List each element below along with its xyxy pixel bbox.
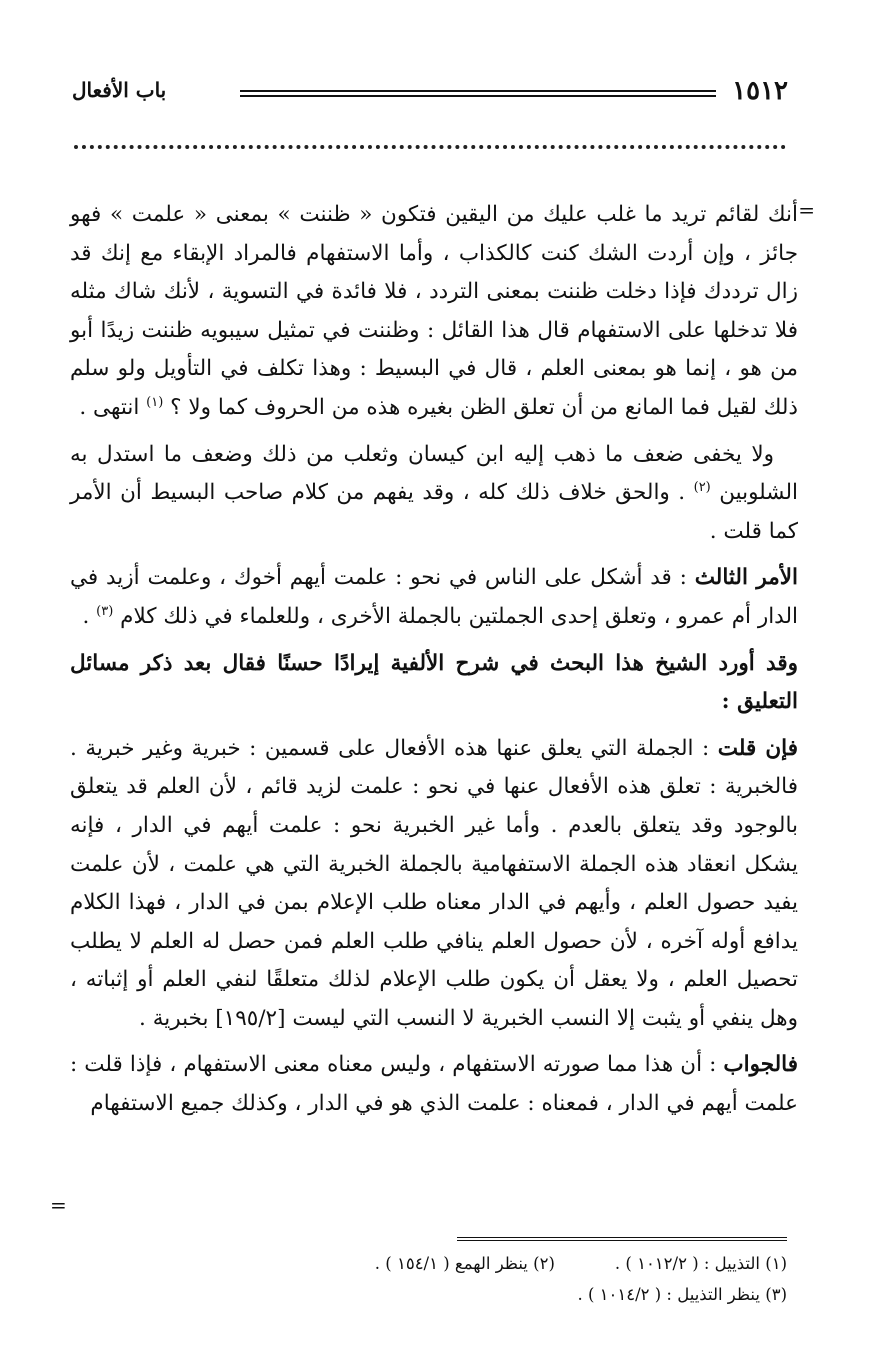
footnote-2: (٢) ينظر الهمع ( ١٥٤/١ ) . <box>374 1254 555 1273</box>
paragraph-3: الأمر الثالث : قد أشكل على الناس في نحو : علمت أيهم أخوك ، وعلمت أزيد في الدار أم عمرو ، وتعلق إحدى الجملتين بالجملة الأخرى ، وللعلماء في ذلك كلام $^{(٣)}$ . <box>70 565 798 629</box>
paragraph-5: فإن قلت : الجملة التي يعلق عنها هذه الأفعال على قسمين : خبرية وغير خبرية . فالخبرية : تعلق هذه الأفعال عنها في نحو : علمت لزيد قائم ، لأن العلم قد يتعلق بالوجود وقد يتعلق بالعدم . وأما غير الخبرية نحو : علمت أيهم في الدار ، فإنه يشكل انعقاد هذه الجملة الاستفهامية بالجملة الخبرية التي هي علمت ، لأن علمت يفيد حصول العلم ، وأيهم في الدار معناه طلب الإعلام بمن في الدار ، فهذا الكلام يدافع أوله آخره ، لأن حصول العلم ينافي طلب العلم فمن حصل له العلم لا يطلب تحصيل العلم ، ولا يعقل أن يكون طلب الإعلام لذلك متعلقًا لنفي العلم أو إثباته ، وهل ينفي أو يثبت إلا النسب الخبرية لا النسب التي ليست [١٩٥/٢] بخبرية . <box>70 735 798 1031</box>
footnote-ref-1: (١) <box>146 394 164 410</box>
heading-third-matter: الأمر الثالث <box>694 565 798 591</box>
footnote-1: (١) التذييل : ( ١٠١٢/٢ ) . <box>614 1254 787 1273</box>
question-label: فإن قلت <box>717 735 798 761</box>
page-number: ١٥١٢ <box>732 76 788 106</box>
footnote-rule <box>457 1237 787 1241</box>
paragraph-4: وقد أورد الشيخ هذا البحث في شرح الألفية إيرادًا حسنًا فقال بعد ذكر مسائل التعليق : <box>70 650 798 715</box>
footnote-3: (٣) ينظر التذييل : ( ١٠١٤/٢ ) . <box>577 1285 787 1304</box>
dotted-separator <box>74 145 786 149</box>
paragraph-2: ولا يخفى ضعف ما ذهب إليه ابن كيسان وثعلب من ذلك وضعف ما استدل به الشلوبين $^{(٢)}$ . والحق خلاف ذلك كله ، وقد يفهم من كلام صاحب البسيط أن الأمر كما قلت . <box>70 441 799 544</box>
continuation-mark-end: = <box>50 1193 67 1217</box>
main-text <box>70 196 798 1132</box>
paragraph-1: أنك لقائم تريد ما غلب عليك من اليقين فتكون « ظننت » بمعنى « علمت » فهو جائز ، وإن أردت الشك كنت كالكذاب ، وأما الاستفهام فالمراد الإبقاء مع إنك قد زال ترددك فإذا دخلت ظننت بمعنى التردد ، فلا فائدة في التسوية ، لأنك شاك مثله فلا تدخلها على الاستفهام قال هذا القائل : وظننت في تمثيل سيبويه ظننت زيدًا أبو من هو ، إنما هو بمعنى العلم ، قال في البسيط : وهذا تكلف في التأويل ولو سلم ذلك لقيل فما المانع من أن تعلق الظن بغيره هذه من الحروف كما ولا ؟ $^{(١)}$ انتهى . <box>70 202 798 420</box>
page-header <box>70 76 790 110</box>
header-double-rule <box>240 90 716 97</box>
footnote-ref-3: (٣) <box>96 603 114 619</box>
answer-label: فالجواب <box>723 1052 798 1078</box>
chapter-title: باب الأفعال <box>72 78 167 102</box>
footnote-ref-2: (٢) <box>693 480 711 495</box>
continuation-mark-start: = <box>798 198 815 222</box>
paragraph-6: فالجواب : أن هذا مما صورته الاستفهام ، وليس معناه معنى الاستفهام ، فإذا قلت : علمت أيهم في الدار ، فمعناه : علمت الذي هو في الدار ، وكذلك جميع الاستفهام <box>70 1052 798 1117</box>
footnotes <box>167 1248 787 1310</box>
